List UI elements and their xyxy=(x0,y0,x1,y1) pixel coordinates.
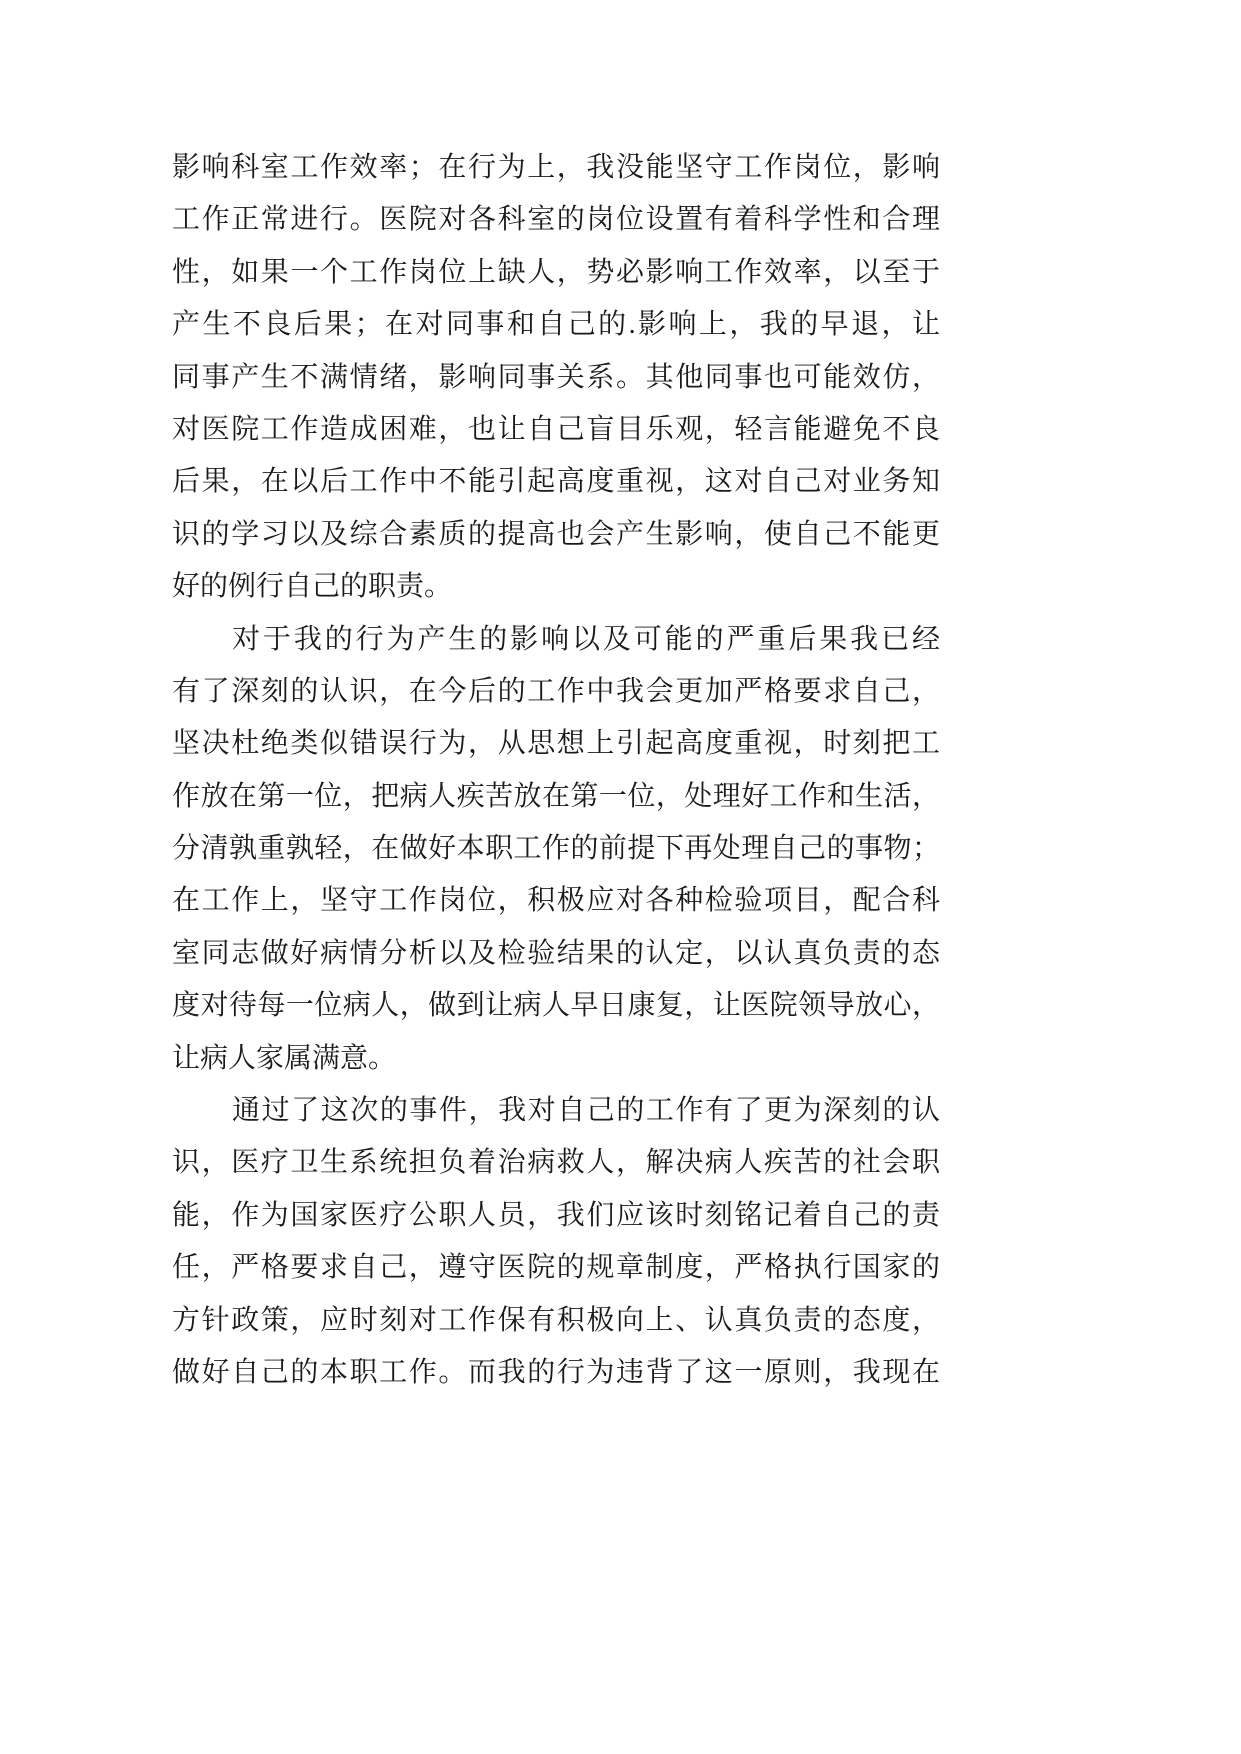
document-body xyxy=(172,142,940,1399)
text-line: 对医院工作造成困难，也让自己盲目乐观，轻言能避免不良 xyxy=(172,413,940,445)
text-line: 影响科室工作效率；在行为上，我没能坚守工作岗位，影响 xyxy=(172,152,940,183)
text-line: 分清孰重孰轻，在做好本职工作的前提下再处理自己的事物； xyxy=(172,833,940,865)
text-line: 度对待每一位病人，做到让病人早日康复，让医院领导放心， xyxy=(172,990,940,1022)
text-line: 室同志做好病情分析以及检验结果的认定，以认真负责的态 xyxy=(172,937,940,969)
text-line: 通过了这次的事件，我对自己的工作有了更为深刻的认 xyxy=(232,1095,940,1127)
text-line: 做好自己的本职工作。而我的行为违背了这一原则，我现在 xyxy=(172,1356,940,1388)
text-line: 工作正常进行。医院对各科室的岗位设置有着科学性和合理 xyxy=(172,204,940,236)
paragraph-3 xyxy=(172,1085,940,1399)
text-line: 坚决杜绝类似错误行为，从思想上引起高度重视，时刻把工 xyxy=(172,728,940,760)
text-line: 方针政策，应时刻对工作保有积极向上、认真负责的态度， xyxy=(172,1304,940,1336)
text-line: 任，严格要求自己，遵守医院的规章制度，严格执行国家的 xyxy=(172,1252,940,1284)
text-line: 产生不良后果；在对同事和自己的.影响上，我的早退，让 xyxy=(172,309,940,341)
text-line: 好的例行自己的职责。 xyxy=(172,571,453,603)
text-line: 识的学习以及综合素质的提高也会产生影响，使自己不能更 xyxy=(172,518,940,550)
text-line: 对于我的行为产生的影响以及可能的严重后果我已经 xyxy=(232,623,940,655)
text-line: 后果，在以后工作中不能引起高度重视，这对自己对业务知 xyxy=(172,466,940,498)
text-line: 有了深刻的认识，在今后的工作中我会更加严格要求自己， xyxy=(172,675,940,707)
text-line: 能，作为国家医疗公职人员，我们应该时刻铭记着自己的责 xyxy=(172,1199,940,1231)
text-line: 让病人家属满意。 xyxy=(172,1042,397,1074)
text-line: 识，医疗卫生系统担负着治病救人，解决病人疾苦的社会职 xyxy=(172,1147,940,1179)
paragraph-1 xyxy=(172,142,940,614)
text-line: 在工作上，坚守工作岗位，积极应对各种检验项目，配合科 xyxy=(172,885,940,917)
text-line: 性，如果一个工作岗位上缺人，势必影响工作效率，以至于 xyxy=(172,256,940,288)
paragraph-2 xyxy=(172,614,940,1086)
text-line: 作放在第一位，把病人疾苦放在第一位，处理好工作和生活， xyxy=(172,780,940,812)
text-line: 同事产生不满情绪，影响同事关系。其他同事也可能效仿， xyxy=(172,361,940,393)
